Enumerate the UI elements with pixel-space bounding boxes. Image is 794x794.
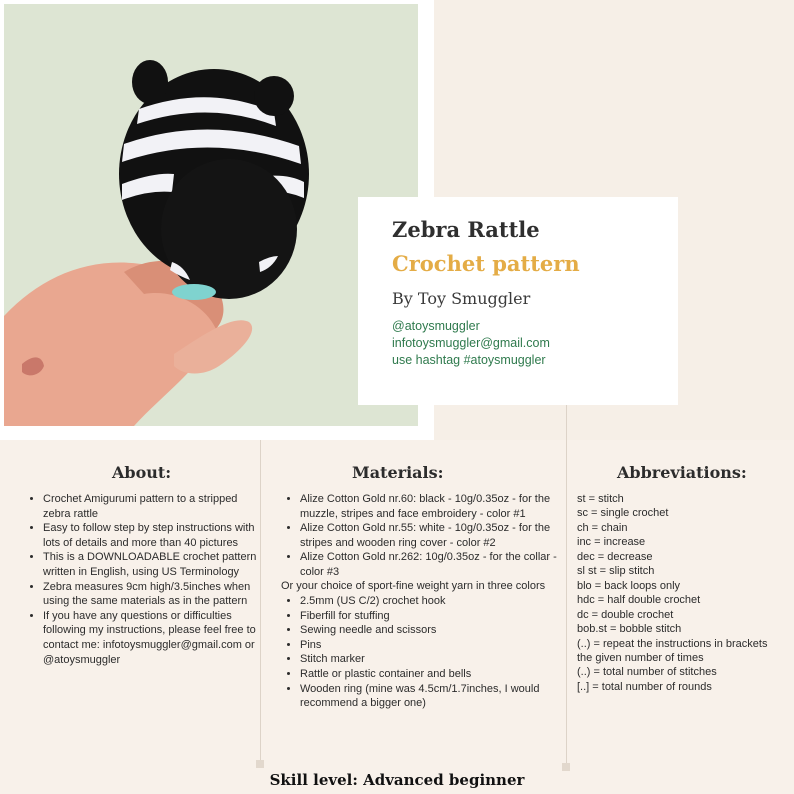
divider-left-end (256, 760, 264, 768)
list-item: • This is a DOWNLOADABLE crochet pattern written in English, using US Terminology (43, 550, 263, 579)
list-item: (..) = repeat the instructions in brackets (577, 637, 768, 650)
contact-email: infotoysmuggler@gmail.com (392, 336, 550, 350)
list-item: • If you have any questions or difficulties following my instructions, please feel free to contact me: infotoysmuggler@gmail.com or @atoysmuggler (43, 609, 263, 667)
title-card (358, 197, 678, 405)
list-item: • Zebra measures 9cm high/3.5inches when using the same materials as in the pattern (43, 580, 263, 609)
list-item: ch = chain (577, 521, 628, 534)
abbreviations-list (577, 492, 787, 694)
about-list (27, 492, 263, 667)
list-item: [..] = total number of rounds (577, 680, 712, 693)
divider-right-end (562, 763, 570, 771)
list-item: • Alize Cotton Gold nr.262: 10g/0.35oz - for the collar - color #3 (300, 550, 568, 579)
list-item: sc = single crochet (577, 507, 669, 520)
materials-alt-note: Or your choice of sport-fine weight yarn in three colors (281, 580, 546, 592)
pattern-title: Zebra Rattle (392, 217, 540, 242)
list-item: • Easy to follow step by step instructions with lots of details and more than 40 pictures (43, 521, 263, 550)
list-item: sl st = slip stitch (577, 565, 655, 578)
list-item: hdc = half double crochet (577, 594, 701, 607)
list-item: • 2.5mm (US C/2) crochet hook (300, 594, 568, 609)
divider-right (566, 405, 567, 765)
materials-tools-list (284, 594, 568, 711)
list-item: • Crochet Amigurumi pattern to a stripped zebra rattle (43, 492, 263, 521)
list-item: • Pins (300, 638, 568, 653)
list-item: (..) = total number of stitches (577, 666, 717, 679)
list-item: inc = increase (577, 536, 646, 549)
skill-level: Skill level: Advanced beginner (269, 771, 525, 789)
list-item: • Alize Cotton Gold nr.60: black - 10g/0.35oz - for the muzzle, stripes and face embroidery - color #1 (300, 492, 568, 521)
instagram-handle: @atoysmuggler (392, 319, 480, 333)
list-item: dc = double crochet (577, 608, 674, 621)
list-item: dec = decrease (577, 550, 653, 563)
hashtag-note: use hashtag #atoysmuggler (392, 353, 546, 367)
materials-yarn-list (284, 492, 568, 580)
product-photo (4, 4, 418, 426)
list-item: the given number of times (577, 651, 704, 664)
list-item: • Alize Cotton Gold nr.55: white - 10g/0.35oz - for the stripes and wooden ring cover - color #2 (300, 521, 568, 550)
pattern-subtitle: Crochet pattern (392, 251, 580, 276)
about-heading: About: (112, 463, 172, 482)
list-item: st = stitch (577, 493, 624, 505)
list-item: • Rattle or plastic container and bells (300, 667, 568, 682)
list-item: • Wooden ring (mine was 4.5cm/1.7inches, I would recommend a bigger one) (300, 682, 568, 711)
author-line: By Toy Smuggler (392, 289, 531, 308)
materials-heading: Materials: (352, 463, 444, 482)
list-item: blo = back loops only (577, 579, 681, 592)
list-item: • Stitch marker (300, 652, 568, 667)
zebra-rattle-photo (4, 4, 418, 426)
list-item: • Sewing needle and scissors (300, 623, 568, 638)
list-item: • Fiberfill for stuffing (300, 609, 568, 624)
list-item: bob.st = bobble stitch (577, 623, 682, 636)
abbreviations-heading: Abbreviations: (617, 463, 747, 482)
